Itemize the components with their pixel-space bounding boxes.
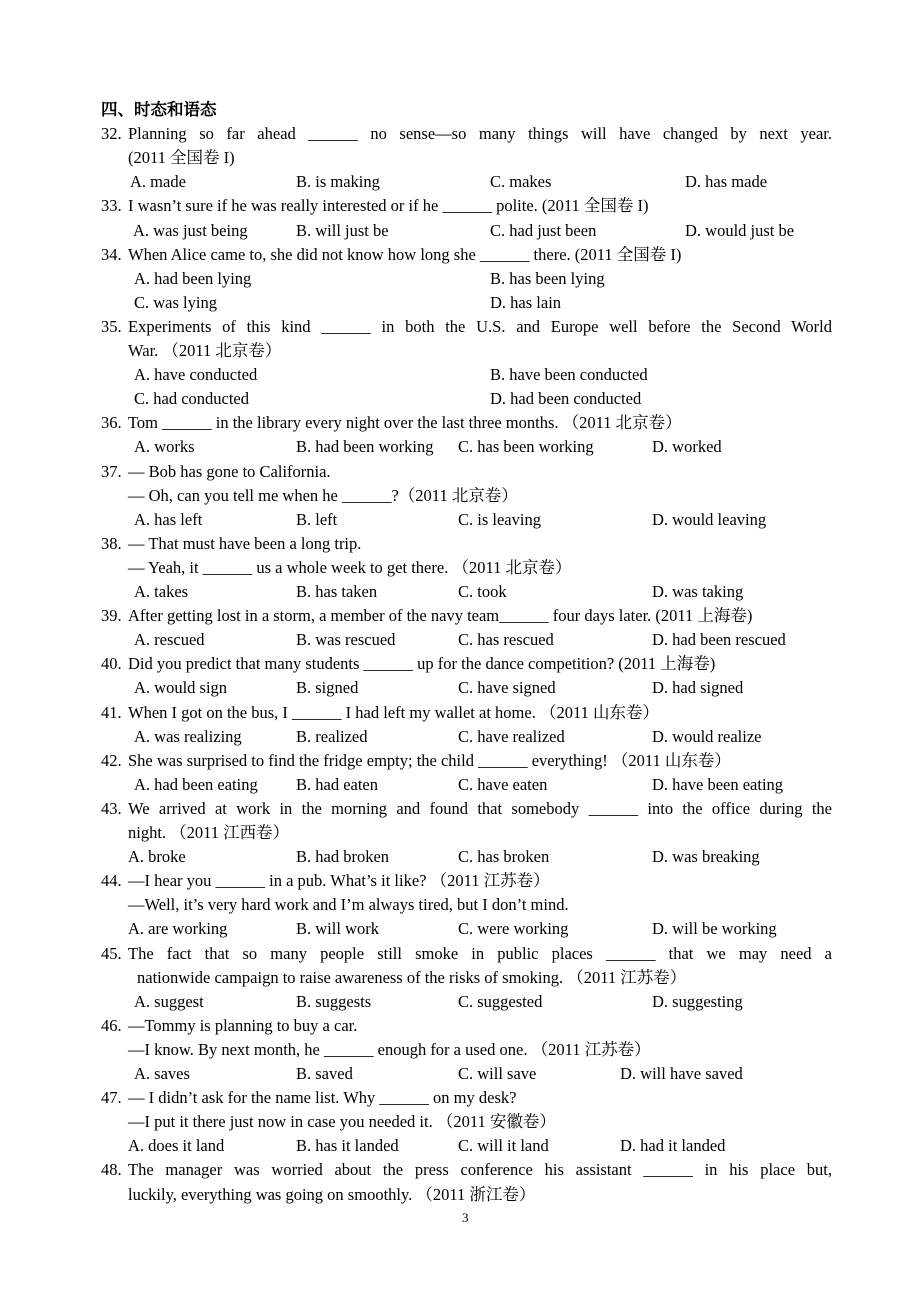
answer-option: D. suggesting xyxy=(652,992,743,1011)
question-stem-line: We arrived at work in the morning and found that somebody ______ into the office during the xyxy=(128,799,832,818)
answer-option: A. had been lying xyxy=(134,269,252,288)
answer-option: D. has lain xyxy=(490,293,562,312)
question-stem-line: —I hear you ______ in a pub. What’s it like? （2011 江苏卷） xyxy=(128,871,550,890)
answer-option: C. suggested xyxy=(458,992,543,1011)
question-stem-line: I wasn’t sure if he was really interested or if he ______ polite. (2011 全国卷 I) xyxy=(128,196,649,215)
answer-option: A. saves xyxy=(134,1064,190,1083)
question-stem-line: Did you predict that many students ______ up for the dance competition? (2011 上海卷) xyxy=(128,654,716,673)
answer-option: A. are working xyxy=(128,919,228,938)
answer-option: B. have been conducted xyxy=(490,365,648,384)
answer-option: A. rescued xyxy=(134,630,205,649)
question-number: 38. xyxy=(101,534,122,553)
question-number: 32. xyxy=(101,124,122,143)
answer-option: D. had it landed xyxy=(620,1136,726,1155)
question-stem-line: —I know. By next month, he ______ enough for a used one. （2011 江苏卷） xyxy=(128,1040,651,1059)
answer-option: A. does it land xyxy=(128,1136,225,1155)
answer-option: A. suggest xyxy=(134,992,204,1011)
question-number: 33. xyxy=(101,196,122,215)
answer-option: A. have conducted xyxy=(134,365,258,384)
answer-option: C. has rescued xyxy=(458,630,554,649)
answer-option: C. had conducted xyxy=(134,389,250,408)
answer-option: B. realized xyxy=(296,727,368,746)
answer-option: A. works xyxy=(134,437,195,456)
question-stem-line: luckily, everything was going on smoothly. （2011 浙江卷） xyxy=(128,1185,536,1204)
question-stem-line: — Bob has gone to California. xyxy=(128,462,331,481)
answer-option: B. has been lying xyxy=(490,269,605,288)
answer-option: B. suggests xyxy=(296,992,372,1011)
question-stem-line: night. （2011 江西卷） xyxy=(128,823,290,842)
question-stem-line: When I got on the bus, I ______ I had left my wallet at home. （2011 山东卷） xyxy=(128,703,659,722)
answer-option: A. made xyxy=(130,172,186,191)
answer-option: C. has broken xyxy=(458,847,550,866)
answer-option: D. would realize xyxy=(652,727,762,746)
answer-option: D. had been conducted xyxy=(490,389,642,408)
answer-option: D. would just be xyxy=(685,221,795,240)
answer-option: A. had been eating xyxy=(134,775,258,794)
question-stem-line: —Well, it’s very hard work and I’m always tired, but I don’t mind. xyxy=(128,895,569,914)
question-stem-line: (2011 全国卷 I) xyxy=(128,148,235,167)
section-title: 四、时态和语态 xyxy=(101,100,217,119)
question-number: 35. xyxy=(101,317,122,336)
answer-option: D. had been rescued xyxy=(652,630,786,649)
answer-option: B. had been working xyxy=(296,437,434,456)
question-stem-line: War. （2011 北京卷） xyxy=(128,341,282,360)
question-number: 46. xyxy=(101,1016,122,1035)
answer-option: D. has made xyxy=(685,172,768,191)
question-stem-line: —Tommy is planning to buy a car. xyxy=(128,1016,358,1035)
answer-option: C. will it land xyxy=(458,1136,549,1155)
question-stem-line: She was surprised to find the fridge empty; the child ______ everything! （2011 山东卷） xyxy=(128,751,731,770)
answer-option: C. had just been xyxy=(490,221,597,240)
question-number: 41. xyxy=(101,703,122,722)
answer-option: B. was rescued xyxy=(296,630,396,649)
answer-option: D. was taking xyxy=(652,582,744,601)
question-number: 44. xyxy=(101,871,122,890)
question-stem-line: — I didn’t ask for the name list. Why ______ on my desk? xyxy=(128,1088,517,1107)
answer-option: B. will work xyxy=(296,919,379,938)
answer-option: A. takes xyxy=(134,582,189,601)
question-stem-line: Experiments of this kind ______ in both the U.S. and Europe well before the Second World xyxy=(128,317,832,336)
question-number: 45. xyxy=(101,944,122,963)
answer-option: C. have eaten xyxy=(458,775,548,794)
answer-option: C. was lying xyxy=(134,293,217,312)
answer-option: D. will be working xyxy=(652,919,777,938)
answer-option: C. makes xyxy=(490,172,552,191)
question-stem-line: Planning so far ahead ______ no sense—so many things will have changed by next year. xyxy=(128,124,832,143)
question-stem-line: — That must have been a long trip. xyxy=(128,534,362,553)
question-number: 47. xyxy=(101,1088,122,1107)
question-number: 43. xyxy=(101,799,122,818)
question-stem-line: —I put it there just now in case you needed it. （2011 安徽卷） xyxy=(128,1112,556,1131)
question-stem-line: When Alice came to, she did not know how long she ______ there. (2011 全国卷 I) xyxy=(128,245,682,264)
answer-option: C. were working xyxy=(458,919,569,938)
answer-option: C. took xyxy=(458,582,507,601)
answer-option: B. left xyxy=(296,510,338,529)
answer-option: A. has left xyxy=(134,510,203,529)
answer-option: B. is making xyxy=(296,172,380,191)
question-stem-line: — Oh, can you tell me when he ______?（2011 北京卷） xyxy=(128,486,518,505)
answer-option: B. had broken xyxy=(296,847,390,866)
answer-option: B. will just be xyxy=(296,221,389,240)
answer-option: D. have been eating xyxy=(652,775,784,794)
question-number: 39. xyxy=(101,606,122,625)
question-number: 34. xyxy=(101,245,122,264)
question-stem-line: — Yeah, it ______ us a whole week to get there. （2011 北京卷） xyxy=(128,558,572,577)
answer-option: A. would sign xyxy=(134,678,228,697)
answer-option: B. signed xyxy=(296,678,359,697)
answer-option: B. had eaten xyxy=(296,775,379,794)
answer-option: B. saved xyxy=(296,1064,353,1083)
question-stem-line: nationwide campaign to raise awareness of the risks of smoking. （2011 江苏卷） xyxy=(137,968,687,987)
question-stem-line: After getting lost in a storm, a member of the navy team______ four days later. (2011 上海卷) xyxy=(128,606,753,625)
question-number: 48. xyxy=(101,1160,122,1179)
question-stem-line: The fact that so many people still smoke in public places ______ that we may need a xyxy=(128,944,832,963)
answer-option: C. have realized xyxy=(458,727,565,746)
question-stem-line: Tom ______ in the library every night over the last three months. （2011 北京卷） xyxy=(128,413,682,432)
answer-option: C. has been working xyxy=(458,437,594,456)
answer-option: C. have signed xyxy=(458,678,556,697)
answer-option: A. was just being xyxy=(133,221,248,240)
question-number: 36. xyxy=(101,413,122,432)
question-number: 40. xyxy=(101,654,122,673)
answer-option: B. has it landed xyxy=(296,1136,399,1155)
answer-option: C. is leaving xyxy=(458,510,541,529)
page-number: 3 xyxy=(462,1210,469,1225)
question-stem-line: The manager was worried about the press conference his assistant ______ in his place but, xyxy=(128,1160,832,1179)
answer-option: B. has taken xyxy=(296,582,378,601)
answer-option: C. will save xyxy=(458,1064,537,1083)
answer-option: D. will have saved xyxy=(620,1064,743,1083)
answer-option: D. would leaving xyxy=(652,510,767,529)
answer-option: A. broke xyxy=(128,847,186,866)
answer-option: A. was realizing xyxy=(134,727,242,746)
question-number: 42. xyxy=(101,751,122,770)
answer-option: D. had signed xyxy=(652,678,744,697)
answer-option: D. was breaking xyxy=(652,847,760,866)
answer-option: D. worked xyxy=(652,437,722,456)
question-number: 37. xyxy=(101,462,122,481)
